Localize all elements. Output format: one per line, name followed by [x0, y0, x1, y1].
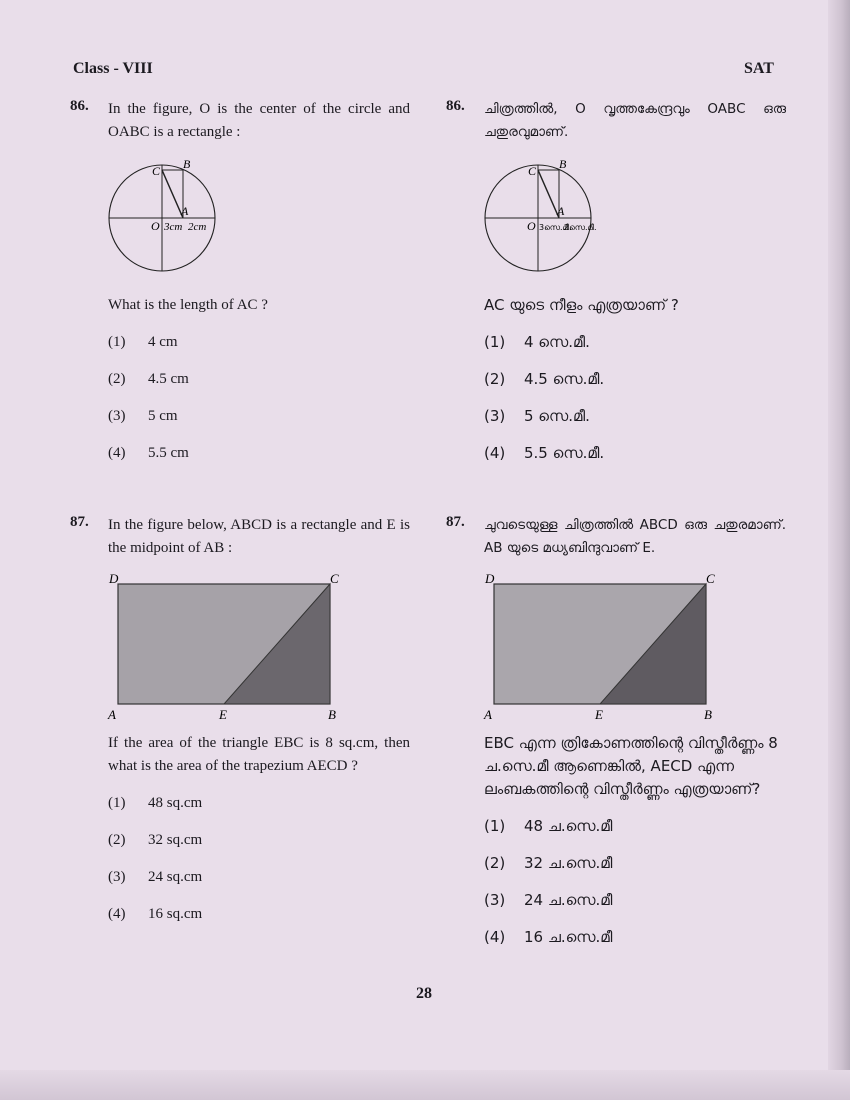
label-e: E [595, 707, 603, 722]
option-3: (3) 5 സെ.മീ. [484, 407, 590, 425]
question-text: ചിത്രത്തിൽ, O വൃത്തകേന്ദ്രവും OABC ഒരു ചതുരവുമാണ്. [484, 101, 786, 140]
label-a: A [181, 204, 189, 218]
option-2: (2) 4.5 cm [108, 371, 189, 387]
option-1: (1) 4 cm [108, 334, 178, 350]
question-text: ചുവടെയുള്ള ചിത്രത്തിൽ ABCD ഒരു ചതുരമാണ്. AB യുടെ മധ്യബിന്ദുവാണ് E. [484, 517, 786, 556]
question-text: In the figure, O is the center of the circle and OABC is a rectangle : [108, 101, 410, 140]
question-number: 86. [70, 98, 89, 114]
options-list [108, 792, 410, 940]
label-e: E [219, 707, 227, 722]
question-87-en [70, 514, 410, 940]
label-a: A [557, 204, 565, 218]
label-b: B [559, 160, 567, 171]
diagonal-ac [538, 170, 559, 218]
label-o: O [151, 219, 160, 233]
exam-header: SAT [744, 60, 774, 77]
option-4: (4) 5.5 cm [108, 445, 189, 461]
circle-rectangle-figure [484, 160, 604, 276]
diagonal-ac [162, 170, 183, 218]
sub-question: EBC എന്ന ത്രികോണത്തിന്റെ വിസ്തീർണ്ണം 8 ച.സെ.മീ ആണെങ്കിൽ, AECD എന്ന ലംബകത്തിന്റെ വിസ്തീർണ്ണം എത്രയാണ്? [484, 734, 778, 798]
options-list [108, 331, 410, 479]
label-c: C [706, 574, 715, 586]
label-c: C [152, 164, 161, 178]
option-1: (1) 48 ച.സെ.മീ [484, 817, 613, 835]
label-b: B [183, 160, 191, 171]
label-o: O [527, 219, 536, 233]
page-bottom-edge [0, 1070, 850, 1100]
question-number: 86. [446, 98, 465, 114]
english-column [70, 98, 410, 940]
rectangle-trapezium-figure [106, 574, 346, 722]
option-3: (3) 24 ച.സെ.മീ [484, 891, 613, 909]
options-list [484, 331, 786, 479]
question-number: 87. [446, 514, 465, 530]
label-b: B [328, 707, 336, 722]
option-1: (1) 48 sq.cm [108, 795, 203, 811]
label-c: C [330, 574, 339, 586]
sub-question: If the area of the triangle EBC is 8 sq.cm, then what is the area of the trapezium AECD ? [108, 735, 410, 774]
option-2: (2) 4.5 സെ.മീ. [484, 370, 605, 388]
option-2: (2) 32 sq.cm [108, 832, 203, 848]
label-a: A [484, 707, 492, 722]
option-4: (4) 16 sq.cm [108, 906, 203, 922]
label-3cm: 3cm [164, 221, 183, 233]
question-86-en [70, 98, 410, 514]
question-86-ml [446, 98, 786, 514]
option-1: (1) 4 സെ.മീ. [484, 333, 590, 351]
question-text: In the figure below, ABCD is a rectangle and E is the midpoint of AB : [108, 517, 410, 556]
question-87-ml [446, 514, 786, 963]
rectangle-trapezium-figure [482, 574, 722, 722]
page-edge [828, 0, 850, 1100]
page-number: 28 [416, 985, 432, 1002]
circle-rectangle-figure [108, 160, 228, 276]
label-b: B [704, 707, 712, 722]
options-list [484, 815, 786, 963]
question-number: 87. [70, 514, 89, 530]
label-c: C [528, 164, 537, 178]
option-4: (4) 5.5 സെ.മീ. [484, 444, 605, 462]
sub-question: AC യുടെ നീളം എത്രയാണ് ? [484, 296, 679, 314]
option-3: (3) 5 cm [108, 408, 178, 424]
label-2cm: 2സെ.മീ. [564, 223, 597, 232]
label-d: D [485, 574, 495, 586]
option-2: (2) 32 ച.സെ.മീ [484, 854, 613, 872]
malayalam-column [446, 98, 786, 963]
label-a: A [108, 707, 116, 722]
sub-question: What is the length of AC ? [108, 297, 268, 313]
option-4: (4) 16 ച.സെ.മീ [484, 928, 613, 946]
class-header: Class - VIII [73, 60, 153, 77]
label-3cm: 3സെ.മീ. [539, 223, 572, 232]
option-3: (3) 24 sq.cm [108, 869, 203, 885]
label-2cm: 2cm [188, 221, 207, 233]
label-d: D [109, 574, 119, 586]
